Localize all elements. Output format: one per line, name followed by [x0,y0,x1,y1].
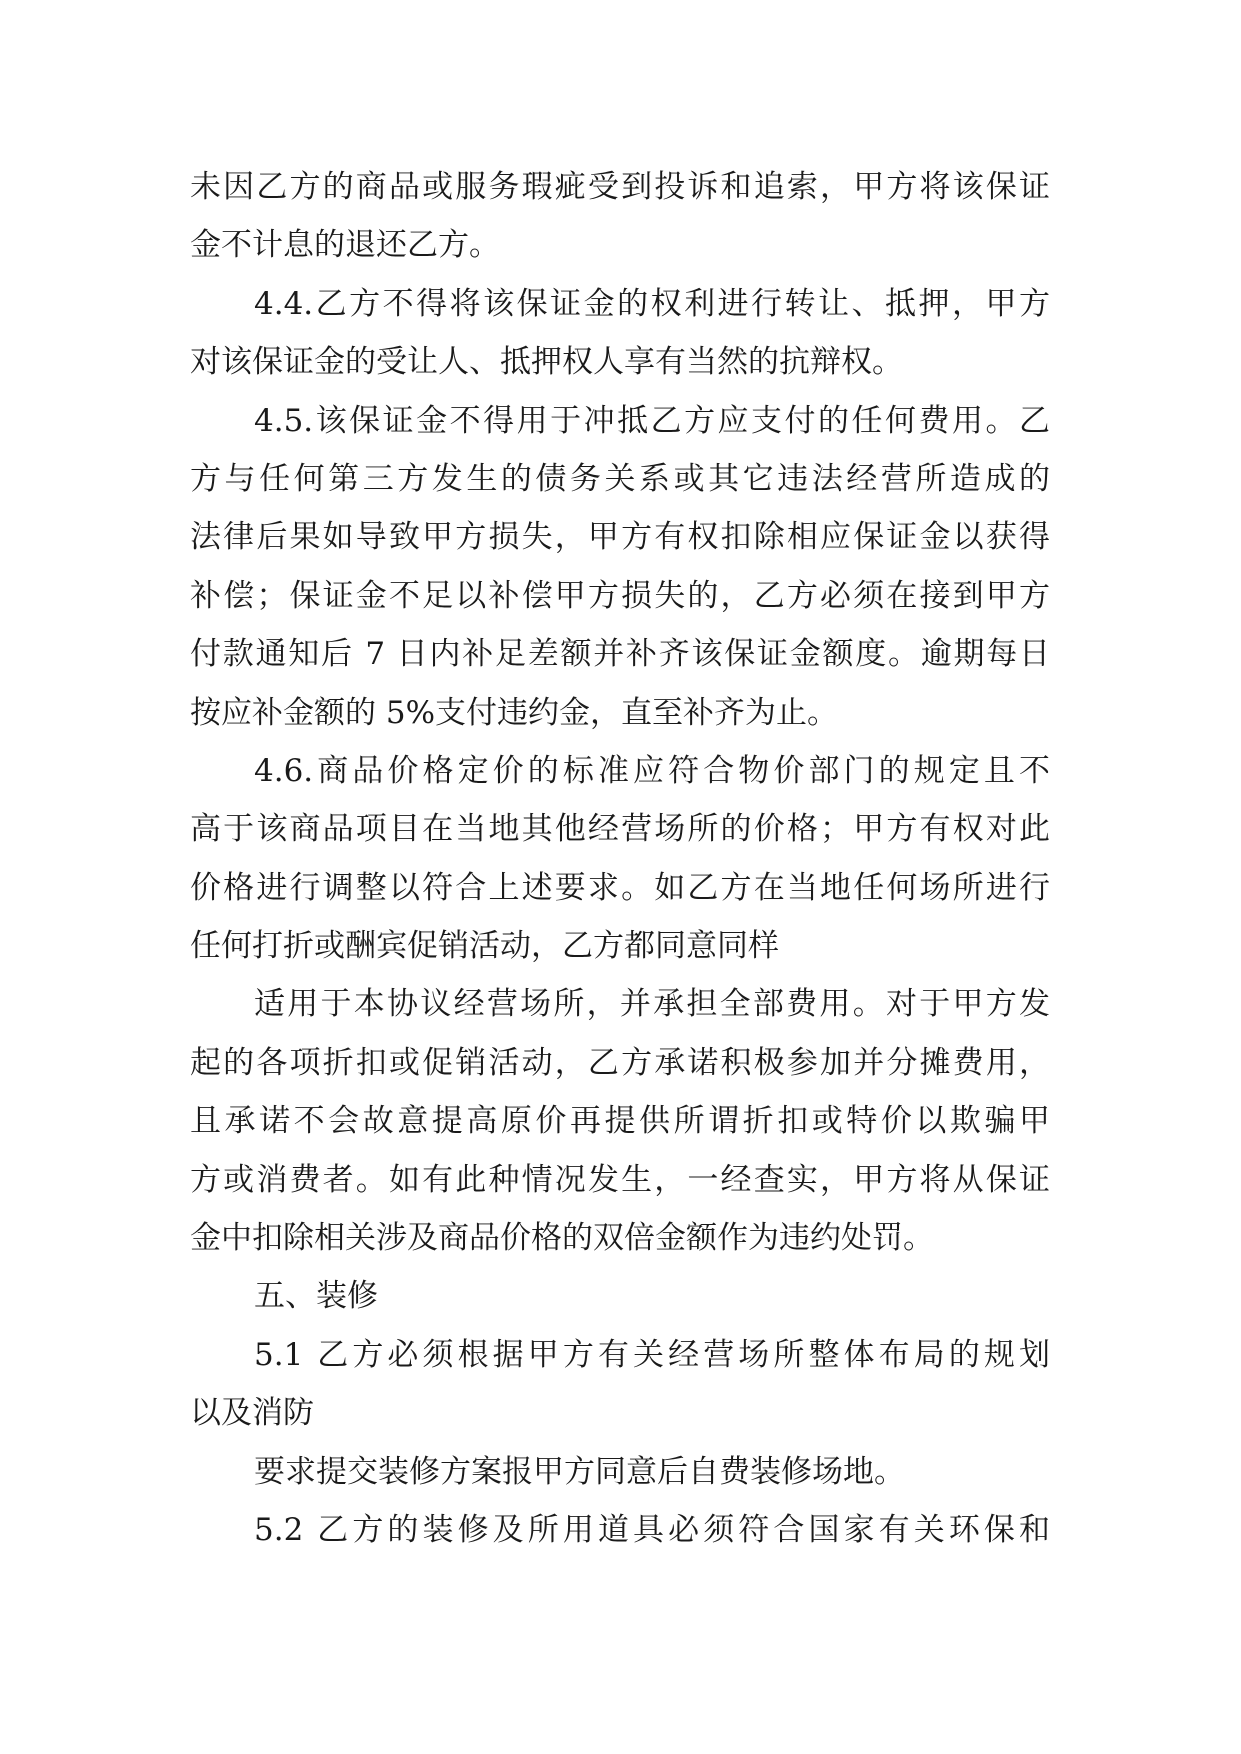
text-line: 价格进行调整以符合上述要求。如乙方在当地任何场所进行 [190,869,1050,906]
text-line: 任何打折或酬宾促销活动，乙方都同意同样 [190,928,779,965]
text-line: 金不计息的退还乙方。 [190,227,500,264]
text-line: 4.4.乙方不得将该保证金的权利进行转让、抵押，甲方 [254,285,1050,322]
text-line: 高于该商品项目在当地其他经营场所的价格；甲方有权对此 [190,811,1050,848]
text-line: 且承诺不会故意提高原价再提供所谓折扣或特价以欺骗甲 [190,1103,1050,1140]
text-line: 4.5.该保证金不得用于冲抵乙方应支付的任何费用。乙 [254,402,1050,439]
text-line: 对该保证金的受让人、抵押权人享有当然的抗辩权。 [190,344,903,381]
text-line: 适用于本协议经营场所，并承担全部费用。对于甲方发 [254,986,1050,1023]
text-line: 补偿；保证金不足以补偿甲方损失的，乙方必须在接到甲方 [190,577,1050,614]
text-line: 五、装修 [254,1278,378,1315]
text-line: 方与任何第三方发生的债务关系或其它违法经营所造成的 [190,460,1050,497]
text-line: 要求提交装修方案报甲方同意后自费装修场地。 [254,1453,905,1490]
text-line: 起的各项折扣或促销活动，乙方承诺积极参加并分摊费用， [190,1044,1050,1081]
text-line: 以及消防 [190,1395,314,1432]
text-line: 金中扣除相关涉及商品价格的双倍金额作为违约处罚。 [190,1220,934,1257]
text-line: 5.1 乙方必须根据甲方有关经营场所整体布局的规划 [254,1336,1050,1373]
text-line: 方或消费者。如有此种情况发生，一经查实，甲方将从保证 [190,1161,1050,1198]
text-line: 5.2 乙方的装修及所用道具必须符合国家有关环保和 [254,1511,1050,1548]
text-line: 法律后果如导致甲方损失，甲方有权扣除相应保证金以获得 [190,519,1050,556]
text-line: 按应补金额的 5%支付违约金，直至补齐为止。 [190,694,839,731]
text-line: 未因乙方的商品或服务瑕疵受到投诉和追索，甲方将该保证 [190,169,1050,205]
text-line: 付款通知后 7 日内补足差额并补齐该保证金额度。逾期每日 [190,636,1050,673]
text-line: 4.6.商品价格定价的标准应符合物价部门的规定且不 [254,752,1050,789]
document-body [190,158,1050,1559]
